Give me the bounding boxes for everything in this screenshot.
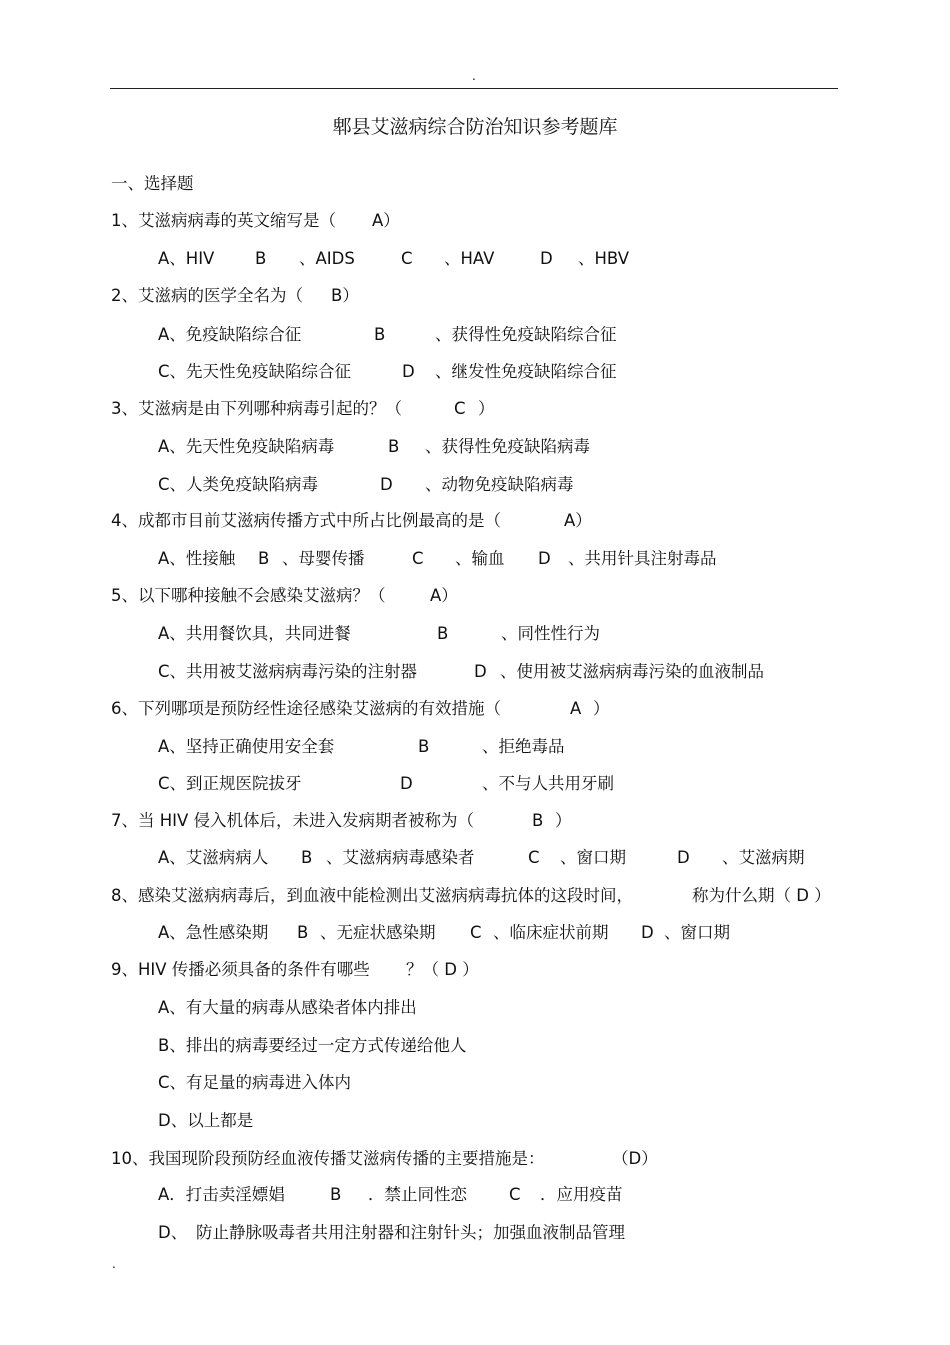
text-segment: 、动物免疫缺陷病毒 [425, 475, 574, 494]
text-segment: C、有足量的病毒进入体内 [158, 1073, 352, 1092]
text-segment: B [374, 325, 386, 344]
text-segment: ？（ D ） [406, 960, 479, 979]
header-dot: . [472, 69, 476, 83]
text-segment: B [437, 624, 449, 643]
text-segment: 、AIDS [299, 249, 355, 268]
text-segment: 、共用针具注射毒品 [568, 549, 717, 568]
text-segment: D [677, 848, 690, 867]
text-segment: A、艾滋病病人 [158, 848, 269, 867]
text-segment: 3、艾滋病是由下列哪种病毒引起的？（ [111, 399, 402, 418]
text-segment: B、排出的病毒要经过一定方式传递给他人 [158, 1036, 467, 1055]
text-segment: B [330, 1185, 342, 1204]
text-segment: D [641, 923, 654, 942]
page-title: 郫县艾滋病综合防治知识参考题库 [332, 116, 618, 138]
text-segment: D [400, 774, 413, 793]
text-segment: B [301, 848, 313, 867]
text-segment: 1、艾滋病病毒的英文缩写是（ [111, 211, 336, 230]
text-segment: A） [564, 511, 592, 530]
text-segment: A） [372, 211, 400, 230]
text-segment: ） [593, 699, 610, 718]
text-segment: 称为什么期（ D ） [692, 886, 831, 905]
text-segment: 、同性性行为 [501, 624, 600, 643]
text-segment: 、继发性免疫缺陷综合征 [435, 362, 617, 381]
text-segment: D、 [158, 1223, 188, 1242]
text-segment: 、不与人共用牙刷 [482, 774, 614, 793]
text-segment: D [540, 249, 553, 268]
text-segment: 、艾滋病期 [722, 848, 805, 867]
text-segment: C、人类免疫缺陷病毒 [158, 475, 319, 494]
text-segment: B [532, 811, 544, 830]
text-segment: 、使用被艾滋病病毒污染的血液制品 [500, 662, 764, 681]
text-segment: 、窗口期 [560, 848, 626, 867]
text-segment: D [402, 362, 415, 381]
text-segment: 防止静脉吸毒者共用注射器和注射针头；加强血液制品管理 [196, 1223, 625, 1242]
text-segment: 、窗口期 [664, 923, 730, 942]
text-segment: 、获得性免疫缺陷综合征 [435, 325, 617, 344]
text-segment: C [412, 549, 424, 568]
text-segment: C [401, 249, 413, 268]
text-segment: A、免疫缺陷综合征 [158, 325, 302, 344]
text-segment: 9、HIV 传播必须具备的条件有哪些 [111, 960, 370, 979]
text-segment: ．禁止同性恋 [368, 1185, 467, 1204]
text-segment: 、HAV [444, 249, 495, 268]
text-segment: B [388, 437, 400, 456]
text-segment: 、艾滋病病毒感染者 [326, 848, 475, 867]
text-segment: A、先天性免疫缺陷病毒 [158, 437, 335, 456]
text-segment: 、拒绝毒品 [482, 737, 565, 756]
text-segment: 6、下列哪项是预防经性途径感染艾滋病的有效措施（ [111, 699, 501, 718]
text-segment: B [297, 923, 309, 942]
text-segment: ） [478, 399, 495, 418]
text-segment: C [509, 1185, 521, 1204]
text-segment: ．应用疫苗 [540, 1185, 623, 1204]
text-segment: （D） [612, 1149, 658, 1168]
text-segment: B [255, 249, 267, 268]
text-segment: A、急性感染期 [158, 923, 269, 942]
text-segment: A、共用餐饮具，共同进餐 [158, 624, 351, 643]
text-segment: C、共用被艾滋病病毒污染的注射器 [158, 662, 418, 681]
text-segment: 8、感染艾滋病病毒后，到血液中能检测出艾滋病病毒抗体的这段时间， [111, 886, 633, 905]
text-segment: C、先天性免疫缺陷综合征 [158, 362, 352, 381]
text-segment: C [454, 399, 466, 418]
text-segment: D [380, 475, 393, 494]
header-rule [110, 88, 838, 89]
text-segment: A．打击卖淫嫖娼 [158, 1185, 285, 1204]
text-segment: D [538, 549, 551, 568]
text-segment: 、输血 [455, 549, 505, 568]
text-segment: A、坚持正确使用安全套 [158, 737, 335, 756]
text-segment: A [570, 699, 582, 718]
text-segment: B [258, 549, 270, 568]
text-segment: 、无症状感染期 [320, 923, 436, 942]
text-segment: A、HIV [158, 249, 215, 268]
text-segment: 4、成都市目前艾滋病传播方式中所占比例最高的是（ [111, 511, 501, 530]
text-segment: 、临床症状前期 [493, 923, 609, 942]
text-segment: 5、以下哪种接触不会感染艾滋病？（ [111, 586, 386, 605]
text-segment: 、HBV [578, 249, 630, 268]
text-segment: 2、艾滋病的医学全名为（ [111, 286, 303, 305]
text-segment: 、获得性免疫缺陷病毒 [425, 437, 590, 456]
text-segment: B） [331, 286, 359, 305]
section-heading: 一、选择题 [111, 174, 194, 193]
text-segment: B [418, 737, 430, 756]
text-segment: C、到正规医院拔牙 [158, 774, 302, 793]
text-segment: A、性接触 [158, 549, 236, 568]
text-segment: 10、我国现阶段预防经血液传播艾滋病传播的主要措施是： [111, 1149, 545, 1168]
footer-dot: . [112, 1257, 116, 1271]
text-segment: 7、当 HIV 侵入机体后，未进入发病期者被称为（ [111, 811, 475, 830]
text-segment: ） [555, 811, 572, 830]
text-segment: C [470, 923, 482, 942]
text-segment: A、有大量的病毒从感染者体内排出 [158, 998, 417, 1017]
text-segment: C [528, 848, 540, 867]
text-segment: 、母婴传播 [282, 549, 365, 568]
text-segment: D [474, 662, 487, 681]
text-segment: A） [430, 586, 458, 605]
text-segment: D、以上都是 [158, 1111, 254, 1130]
